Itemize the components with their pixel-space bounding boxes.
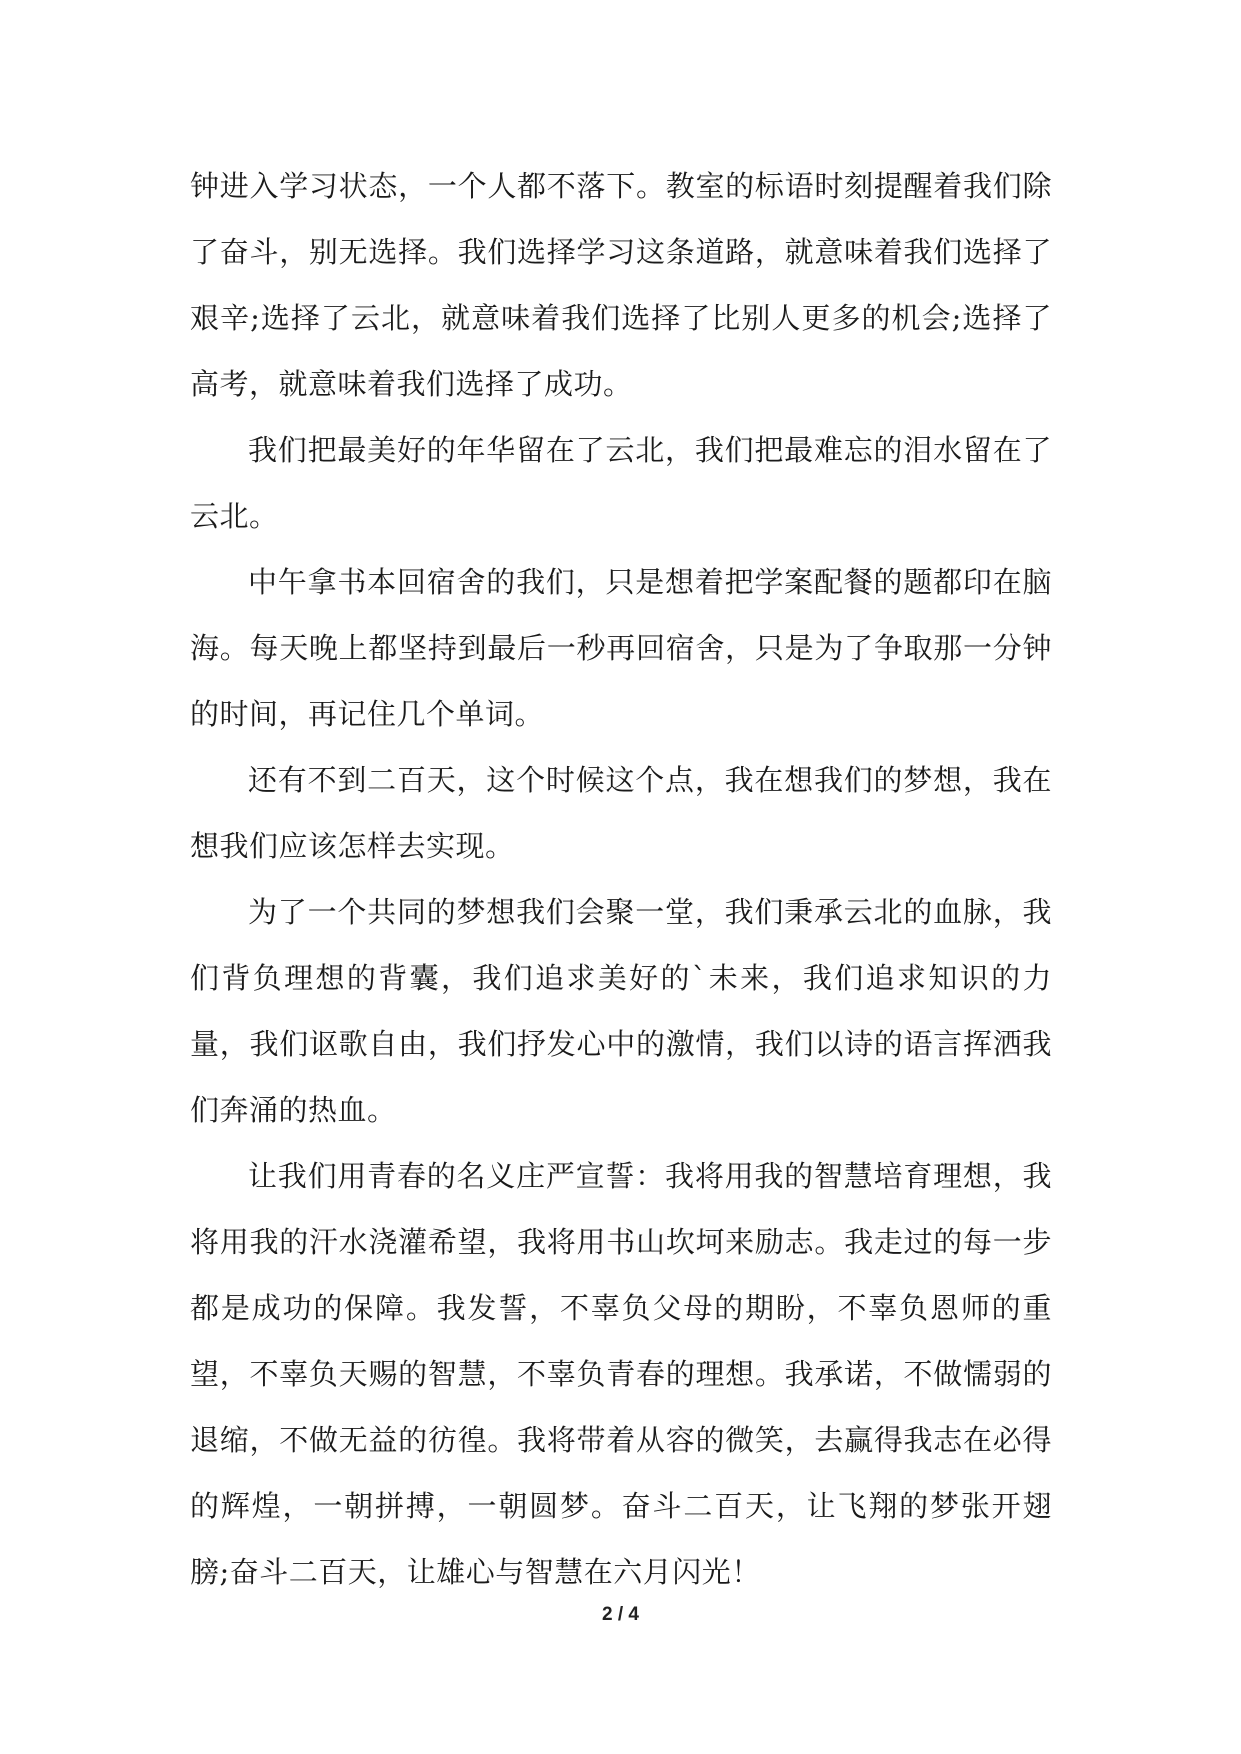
paragraph: 还有不到二百天，这个时候这个点，我在想我们的梦想，我在想我们应该怎样去实现。 xyxy=(190,763,1052,863)
paragraph: 为了一个共同的梦想我们会聚一堂，我们秉承云北的血脉，我们背负理想的背囊，我们追求美好的`未来，我们追求知识的力量，我们讴歌自由，我们抒发心中的激情，我们以诗的语言挥洒我们奔涌的热血。 xyxy=(190,895,1052,1127)
paragraph-continuation: 钟进入学习状态，一个人都不落下。教室的标语时刻提醒着我们除了奋斗，别无选择。我们选择学习这条道路，就意味着我们选择了艰辛;选择了云北，就意味着我们选择了比别人更多的机会;选择了高考，就意味着我们选择了成功。 xyxy=(190,169,1052,401)
paragraph: 中午拿书本回宿舍的我们，只是想着把学案配餐的题都印在脑海。每天晚上都坚持到最后一秒再回宿舍，只是为了争取那一分钟的时间，再记住几个单词。 xyxy=(190,565,1052,731)
page-number: 2 / 4 xyxy=(602,1604,639,1625)
document-body xyxy=(190,153,1052,1605)
paragraph: 让我们用青春的名义庄严宣誓：我将用我的智慧培育理想，我将用我的汗水浇灌希望，我将用书山坎坷来励志。我走过的每一步都是成功的保障。我发誓，不辜负父母的期盼，不辜负恩师的重望，不辜负天赐的智慧，不辜负青春的理想。我承诺，不做懦弱的退缩，不做无益的彷徨。我将带着从容的微笑，去赢得我志在必得的辉煌，一朝拼搏，一朝圆梦。奋斗二百天，让飞翔的梦张开翅膀;奋斗二百天，让雄心与智慧在六月闪光！ xyxy=(190,1159,1052,1589)
paragraph: 我们把最美好的年华留在了云北，我们把最难忘的泪水留在了云北。 xyxy=(190,433,1052,533)
